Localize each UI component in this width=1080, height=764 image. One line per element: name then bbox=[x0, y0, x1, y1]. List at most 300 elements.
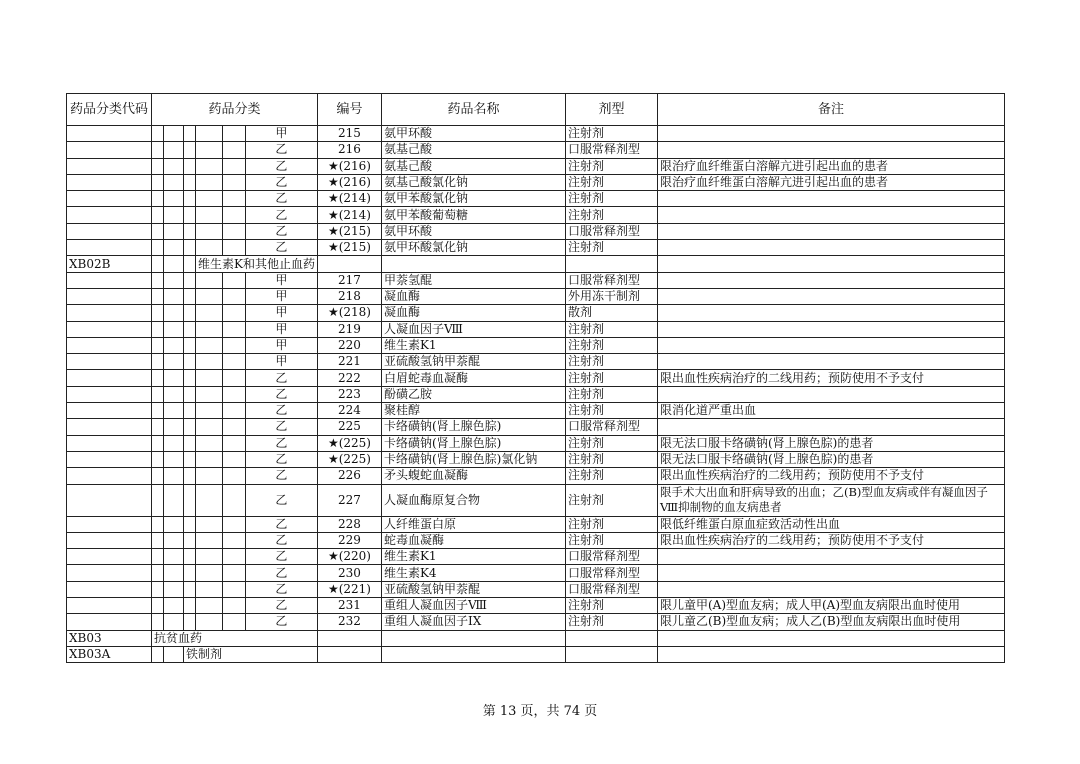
category-indent-cell bbox=[184, 126, 196, 142]
dosage-form-cell: 注射剂 bbox=[565, 614, 657, 630]
category-code-cell bbox=[67, 126, 152, 142]
category-indent-cell bbox=[152, 435, 164, 451]
table-row bbox=[67, 598, 1005, 614]
dosage-form-cell: 散剂 bbox=[565, 305, 657, 321]
grade-cell: 乙 bbox=[245, 614, 317, 630]
dosage-form-cell: 注射剂 bbox=[565, 598, 657, 614]
category-indent-cell bbox=[152, 288, 164, 304]
category-indent-cell bbox=[196, 532, 223, 548]
category-indent-cell bbox=[152, 419, 164, 435]
category-indent-cell bbox=[223, 174, 245, 190]
grade-cell: 乙 bbox=[245, 598, 317, 614]
drug-name-cell: 氨甲环酸 bbox=[381, 223, 565, 239]
drug-name-cell: 甲萘氢醌 bbox=[381, 272, 565, 288]
category-indent-cell bbox=[152, 191, 164, 207]
number-cell: ★(225) bbox=[317, 451, 381, 467]
number-cell: ★(221) bbox=[317, 581, 381, 597]
category-indent-cell bbox=[164, 435, 184, 451]
category-indent-cell bbox=[196, 207, 223, 223]
grade-cell: 乙 bbox=[245, 484, 317, 516]
section-row bbox=[67, 256, 1005, 272]
dosage-form-cell: 注射剂 bbox=[565, 126, 657, 142]
number-cell: ★(216) bbox=[317, 174, 381, 190]
category-indent-cell bbox=[184, 240, 196, 256]
category-indent-cell bbox=[164, 354, 184, 370]
grade-cell: 乙 bbox=[245, 468, 317, 484]
remark-cell: 限无法口服卡络磺钠(肾上腺色腙)的患者 bbox=[657, 451, 1004, 467]
category-indent-cell bbox=[184, 549, 196, 565]
table-row bbox=[67, 484, 1005, 516]
category-indent-cell bbox=[196, 451, 223, 467]
remark-cell bbox=[657, 142, 1004, 158]
table-row bbox=[67, 174, 1005, 190]
grade-cell: 乙 bbox=[245, 174, 317, 190]
category-code-cell bbox=[67, 158, 152, 174]
category-code-cell bbox=[67, 403, 152, 419]
category-indent-cell bbox=[223, 484, 245, 516]
category-code-cell bbox=[67, 223, 152, 239]
remark-cell: 限无法口服卡络磺钠(肾上腺色腙)的患者 bbox=[657, 435, 1004, 451]
dosage-form-cell: 口服常释剂型 bbox=[565, 565, 657, 581]
category-indent-cell bbox=[223, 468, 245, 484]
number-cell: 223 bbox=[317, 386, 381, 402]
category-indent-cell bbox=[164, 516, 184, 532]
remark-cell: 限出血性疾病治疗的二线用药；预防使用不予支付 bbox=[657, 468, 1004, 484]
number-cell: ★(216) bbox=[317, 158, 381, 174]
category-code-cell bbox=[67, 598, 152, 614]
category-code-cell bbox=[67, 581, 152, 597]
category-indent-cell bbox=[223, 549, 245, 565]
category-code-cell bbox=[67, 288, 152, 304]
category-indent-cell bbox=[164, 419, 184, 435]
category-code-cell bbox=[67, 321, 152, 337]
dosage-form-cell: 注射剂 bbox=[565, 337, 657, 353]
table-row bbox=[67, 142, 1005, 158]
category-indent-cell bbox=[223, 598, 245, 614]
table-row bbox=[67, 565, 1005, 581]
table-row bbox=[67, 191, 1005, 207]
category-indent-cell bbox=[223, 565, 245, 581]
dosage-form-cell: 注射剂 bbox=[565, 207, 657, 223]
category-indent-cell bbox=[196, 240, 223, 256]
drug-name-cell: 维生素K4 bbox=[381, 565, 565, 581]
grade-cell: 乙 bbox=[245, 419, 317, 435]
dosage-form-cell: 外用冻干制剂 bbox=[565, 288, 657, 304]
category-indent-cell bbox=[152, 581, 164, 597]
grade-cell: 乙 bbox=[245, 386, 317, 402]
remark-cell: 限儿童甲(A)型血友病；成人甲(A)型血友病限出血时使用 bbox=[657, 598, 1004, 614]
dosage-form-cell: 注射剂 bbox=[565, 386, 657, 402]
category-code-cell bbox=[67, 549, 152, 565]
category-indent-cell bbox=[184, 142, 196, 158]
dosage-form-cell bbox=[565, 256, 657, 272]
category-indent-cell bbox=[184, 581, 196, 597]
number-cell: 217 bbox=[317, 272, 381, 288]
category-indent-cell bbox=[196, 468, 223, 484]
category-indent-cell bbox=[184, 223, 196, 239]
category-code-cell bbox=[67, 272, 152, 288]
grade-cell: 乙 bbox=[245, 516, 317, 532]
number-cell: 219 bbox=[317, 321, 381, 337]
number-cell: 216 bbox=[317, 142, 381, 158]
category-indent-cell bbox=[152, 451, 164, 467]
category-indent-cell bbox=[152, 549, 164, 565]
category-indent-cell bbox=[223, 337, 245, 353]
category-indent-cell bbox=[196, 174, 223, 190]
remark-cell: 限治疗血纤维蛋白溶解亢进引起出血的患者 bbox=[657, 174, 1004, 190]
category-indent-cell bbox=[164, 581, 184, 597]
section-row bbox=[67, 646, 1005, 662]
category-indent-cell bbox=[223, 288, 245, 304]
category-indent-cell bbox=[196, 272, 223, 288]
dosage-form-cell: 注射剂 bbox=[565, 174, 657, 190]
header-remark: 备注 bbox=[657, 94, 1004, 126]
category-indent-cell bbox=[152, 370, 164, 386]
table-row bbox=[67, 126, 1005, 142]
category-indent-cell bbox=[223, 516, 245, 532]
remark-cell: 限消化道严重出血 bbox=[657, 403, 1004, 419]
drug-name-cell: 凝血酶 bbox=[381, 305, 565, 321]
category-indent-cell bbox=[223, 403, 245, 419]
number-cell: 221 bbox=[317, 354, 381, 370]
table-row bbox=[67, 354, 1005, 370]
category-indent-cell bbox=[164, 370, 184, 386]
category-indent-cell bbox=[152, 142, 164, 158]
category-indent-cell bbox=[152, 223, 164, 239]
category-indent-cell bbox=[184, 516, 196, 532]
category-indent-cell bbox=[152, 646, 164, 662]
category-indent-cell bbox=[196, 484, 223, 516]
number-cell bbox=[317, 630, 381, 646]
remark-cell bbox=[657, 354, 1004, 370]
dosage-form-cell: 注射剂 bbox=[565, 158, 657, 174]
category-indent-cell bbox=[164, 272, 184, 288]
number-cell: 224 bbox=[317, 403, 381, 419]
category-indent-cell bbox=[152, 403, 164, 419]
grade-cell: 乙 bbox=[245, 223, 317, 239]
category-indent-cell bbox=[164, 240, 184, 256]
category-indent-cell bbox=[223, 354, 245, 370]
dosage-form-cell: 注射剂 bbox=[565, 370, 657, 386]
number-cell: 215 bbox=[317, 126, 381, 142]
category-indent-cell bbox=[164, 468, 184, 484]
grade-cell: 乙 bbox=[245, 158, 317, 174]
category-indent-cell bbox=[223, 207, 245, 223]
remark-cell bbox=[657, 240, 1004, 256]
category-indent-cell bbox=[184, 305, 196, 321]
category-indent-cell bbox=[152, 565, 164, 581]
table-row bbox=[67, 337, 1005, 353]
category-indent-cell bbox=[152, 516, 164, 532]
category-indent-cell bbox=[164, 142, 184, 158]
category-indent-cell bbox=[152, 321, 164, 337]
category-indent-cell bbox=[152, 272, 164, 288]
number-cell: 232 bbox=[317, 614, 381, 630]
category-code-cell bbox=[67, 174, 152, 190]
category-indent-cell bbox=[223, 272, 245, 288]
category-indent-cell bbox=[196, 191, 223, 207]
category-code-cell bbox=[67, 516, 152, 532]
category-indent-cell bbox=[164, 207, 184, 223]
drug-name-cell: 重组人凝血因子IX bbox=[381, 614, 565, 630]
remark-cell: 限出血性疾病治疗的二线用药；预防使用不予支付 bbox=[657, 532, 1004, 548]
table-row bbox=[67, 419, 1005, 435]
category-indent-cell bbox=[184, 288, 196, 304]
table-row bbox=[67, 403, 1005, 419]
category-indent-cell bbox=[184, 403, 196, 419]
dosage-form-cell: 注射剂 bbox=[565, 354, 657, 370]
remark-cell bbox=[657, 630, 1004, 646]
category-indent-cell bbox=[196, 598, 223, 614]
number-cell: 226 bbox=[317, 468, 381, 484]
drug-name-cell: 氨甲苯酸氯化钠 bbox=[381, 191, 565, 207]
table-row bbox=[67, 272, 1005, 288]
category-indent-cell bbox=[152, 614, 164, 630]
drug-name-cell: 氨甲苯酸葡萄糖 bbox=[381, 207, 565, 223]
category-indent-cell bbox=[164, 191, 184, 207]
category-code-cell bbox=[67, 435, 152, 451]
drug-name-cell: 氨基己酸氯化钠 bbox=[381, 174, 565, 190]
number-cell: 225 bbox=[317, 419, 381, 435]
dosage-form-cell: 口服常释剂型 bbox=[565, 223, 657, 239]
table-row bbox=[67, 614, 1005, 630]
category-indent-cell bbox=[164, 532, 184, 548]
category-indent-cell bbox=[223, 142, 245, 158]
remark-cell: 限儿童乙(B)型血友病；成人乙(B)型血友病限出血时使用 bbox=[657, 614, 1004, 630]
grade-cell: 乙 bbox=[245, 403, 317, 419]
header-category: 药品分类 bbox=[152, 94, 318, 126]
category-indent-cell bbox=[164, 598, 184, 614]
table-row bbox=[67, 370, 1005, 386]
dosage-form-cell: 注射剂 bbox=[565, 516, 657, 532]
category-indent-cell bbox=[164, 386, 184, 402]
number-cell: 228 bbox=[317, 516, 381, 532]
category-indent-cell bbox=[152, 158, 164, 174]
table-row bbox=[67, 305, 1005, 321]
category-indent-cell bbox=[196, 354, 223, 370]
table-row bbox=[67, 386, 1005, 402]
table-row bbox=[67, 549, 1005, 565]
category-indent-cell bbox=[196, 419, 223, 435]
category-indent-cell bbox=[152, 532, 164, 548]
drug-name-cell bbox=[381, 646, 565, 662]
dosage-form-cell: 注射剂 bbox=[565, 191, 657, 207]
remark-cell: 限出血性疾病治疗的二线用药；预防使用不予支付 bbox=[657, 370, 1004, 386]
category-code-cell bbox=[67, 370, 152, 386]
category-name-cell: 铁制剂 bbox=[184, 646, 318, 662]
table-row bbox=[67, 321, 1005, 337]
drug-name-cell: 卡络磺钠(肾上腺色腙) bbox=[381, 419, 565, 435]
category-indent-cell bbox=[196, 516, 223, 532]
number-cell: 229 bbox=[317, 532, 381, 548]
drug-name-cell: 亚硫酸氢钠甲萘醌 bbox=[381, 581, 565, 597]
category-indent-cell bbox=[196, 614, 223, 630]
grade-cell: 乙 bbox=[245, 435, 317, 451]
category-indent-cell bbox=[164, 126, 184, 142]
category-indent-cell bbox=[223, 321, 245, 337]
drug-name-cell: 重组人凝血因子Ⅷ bbox=[381, 598, 565, 614]
category-code-cell: XB03 bbox=[67, 630, 152, 646]
grade-cell: 乙 bbox=[245, 532, 317, 548]
grade-cell: 乙 bbox=[245, 565, 317, 581]
dosage-form-cell bbox=[565, 646, 657, 662]
category-indent-cell bbox=[223, 191, 245, 207]
header-name: 药品名称 bbox=[381, 94, 565, 126]
category-indent-cell bbox=[196, 565, 223, 581]
grade-cell: 乙 bbox=[245, 451, 317, 467]
page-footer: 第 13 页，共 74 页 bbox=[482, 704, 598, 719]
category-indent-cell bbox=[184, 272, 196, 288]
category-indent-cell bbox=[223, 158, 245, 174]
header-code: 药品分类代码 bbox=[67, 94, 152, 126]
category-indent-cell bbox=[196, 581, 223, 597]
remark-cell: 限手术大出血和肝病导致的出血；乙(B)型血友病或伴有凝血因子Ⅷ抑制物的血友病患者 bbox=[657, 484, 1004, 516]
remark-cell: 限治疗血纤维蛋白溶解亢进引起出血的患者 bbox=[657, 158, 1004, 174]
category-indent-cell bbox=[223, 240, 245, 256]
category-indent-cell bbox=[223, 532, 245, 548]
grade-cell: 乙 bbox=[245, 142, 317, 158]
category-indent-cell bbox=[223, 419, 245, 435]
category-indent-cell bbox=[152, 305, 164, 321]
dosage-form-cell: 注射剂 bbox=[565, 532, 657, 548]
grade-cell: 乙 bbox=[245, 207, 317, 223]
category-indent-cell bbox=[223, 451, 245, 467]
category-indent-cell bbox=[164, 158, 184, 174]
number-cell: ★(215) bbox=[317, 240, 381, 256]
category-indent-cell bbox=[164, 565, 184, 581]
category-indent-cell bbox=[164, 256, 184, 272]
category-indent-cell bbox=[184, 321, 196, 337]
number-cell: 222 bbox=[317, 370, 381, 386]
category-indent-cell bbox=[184, 532, 196, 548]
header-form: 剂型 bbox=[565, 94, 657, 126]
drug-name-cell bbox=[381, 256, 565, 272]
number-cell: ★(215) bbox=[317, 223, 381, 239]
drug-name-cell: 人凝血酶原复合物 bbox=[381, 484, 565, 516]
table-row bbox=[67, 532, 1005, 548]
category-indent-cell bbox=[184, 419, 196, 435]
remark-cell bbox=[657, 386, 1004, 402]
number-cell: ★(225) bbox=[317, 435, 381, 451]
category-code-cell bbox=[67, 240, 152, 256]
drug-name-cell: 凝血酶 bbox=[381, 288, 565, 304]
dosage-form-cell: 注射剂 bbox=[565, 451, 657, 467]
category-code-cell bbox=[67, 386, 152, 402]
category-indent-cell bbox=[223, 614, 245, 630]
category-indent-cell bbox=[223, 370, 245, 386]
category-code-cell bbox=[67, 468, 152, 484]
category-indent-cell bbox=[184, 174, 196, 190]
dosage-form-cell: 口服常释剂型 bbox=[565, 272, 657, 288]
category-indent-cell bbox=[152, 386, 164, 402]
number-cell: ★(218) bbox=[317, 305, 381, 321]
category-indent-cell bbox=[184, 207, 196, 223]
category-indent-cell bbox=[152, 256, 164, 272]
category-indent-cell bbox=[196, 370, 223, 386]
table-row bbox=[67, 451, 1005, 467]
category-indent-cell bbox=[164, 403, 184, 419]
category-indent-cell bbox=[196, 549, 223, 565]
remark-cell bbox=[657, 305, 1004, 321]
remark-cell bbox=[657, 646, 1004, 662]
category-code-cell bbox=[67, 565, 152, 581]
dosage-form-cell: 注射剂 bbox=[565, 403, 657, 419]
grade-cell: 甲 bbox=[245, 354, 317, 370]
drug-name-cell: 聚桂醇 bbox=[381, 403, 565, 419]
dosage-form-cell: 口服常释剂型 bbox=[565, 142, 657, 158]
drug-name-cell: 白眉蛇毒血凝酶 bbox=[381, 370, 565, 386]
category-indent-cell bbox=[184, 191, 196, 207]
drug-name-cell: 人纤维蛋白原 bbox=[381, 516, 565, 532]
remark-cell bbox=[657, 565, 1004, 581]
category-indent-cell bbox=[164, 646, 184, 662]
table-row bbox=[67, 207, 1005, 223]
remark-cell bbox=[657, 126, 1004, 142]
remark-cell bbox=[657, 272, 1004, 288]
category-indent-cell bbox=[196, 223, 223, 239]
category-indent-cell bbox=[184, 337, 196, 353]
category-indent-cell bbox=[152, 468, 164, 484]
section-row bbox=[67, 630, 1005, 646]
number-cell: 218 bbox=[317, 288, 381, 304]
grade-cell: 甲 bbox=[245, 126, 317, 142]
category-indent-cell bbox=[164, 174, 184, 190]
grade-cell: 乙 bbox=[245, 191, 317, 207]
header-number: 编号 bbox=[317, 94, 381, 126]
category-indent-cell bbox=[184, 256, 196, 272]
category-indent-cell bbox=[184, 484, 196, 516]
category-indent-cell bbox=[152, 174, 164, 190]
number-cell: 227 bbox=[317, 484, 381, 516]
dosage-form-cell: 注射剂 bbox=[565, 321, 657, 337]
category-indent-cell bbox=[196, 435, 223, 451]
drug-name-cell: 矛头蝮蛇血凝酶 bbox=[381, 468, 565, 484]
remark-cell bbox=[657, 256, 1004, 272]
grade-cell: 甲 bbox=[245, 272, 317, 288]
grade-cell: 乙 bbox=[245, 240, 317, 256]
category-indent-cell bbox=[184, 451, 196, 467]
drug-name-cell: 氨基己酸 bbox=[381, 158, 565, 174]
table-row bbox=[67, 223, 1005, 239]
dosage-form-cell: 口服常释剂型 bbox=[565, 581, 657, 597]
category-indent-cell bbox=[184, 354, 196, 370]
category-indent-cell bbox=[164, 614, 184, 630]
drug-name-cell: 维生素K1 bbox=[381, 549, 565, 565]
category-indent-cell bbox=[196, 305, 223, 321]
category-indent-cell bbox=[184, 614, 196, 630]
category-code-cell bbox=[67, 451, 152, 467]
table-row bbox=[67, 240, 1005, 256]
category-code-cell bbox=[67, 305, 152, 321]
category-code-cell bbox=[67, 419, 152, 435]
category-name-cell: 抗贫血药 bbox=[152, 630, 318, 646]
remark-cell bbox=[657, 207, 1004, 223]
dosage-form-cell: 注射剂 bbox=[565, 468, 657, 484]
remark-cell bbox=[657, 581, 1004, 597]
number-cell: 230 bbox=[317, 565, 381, 581]
drug-name-cell: 氨甲环酸氯化钠 bbox=[381, 240, 565, 256]
grade-cell: 乙 bbox=[245, 581, 317, 597]
category-indent-cell bbox=[196, 403, 223, 419]
table-header-row bbox=[67, 94, 1005, 126]
grade-cell: 甲 bbox=[245, 321, 317, 337]
category-code-cell bbox=[67, 207, 152, 223]
number-cell bbox=[317, 646, 381, 662]
category-indent-cell bbox=[223, 386, 245, 402]
grade-cell: 乙 bbox=[245, 549, 317, 565]
category-code-cell: XB02B bbox=[67, 256, 152, 272]
category-indent-cell bbox=[196, 337, 223, 353]
